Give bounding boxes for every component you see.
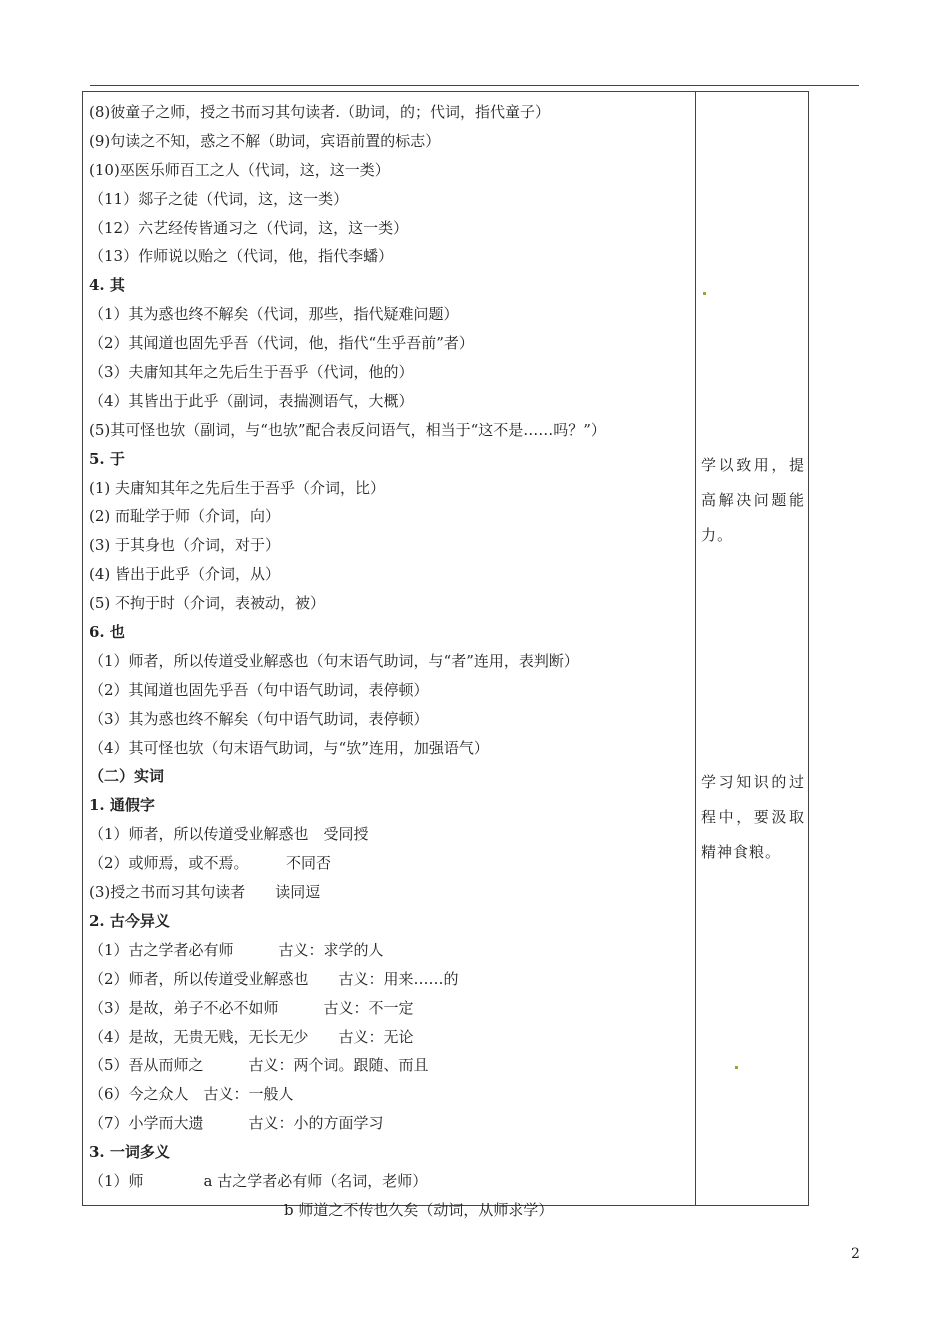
section-heading: 1. 通假字	[89, 796, 155, 815]
text-line: (1) 夫庸知其年之先后生于吾乎（介词，比）	[89, 478, 386, 497]
section-heading: 4. 其	[89, 276, 125, 295]
side-note-2: 学习知识的过程中，要汲取精神食粮。	[701, 773, 805, 861]
text-line: （3）是故，弟子不必不如师 古义：不一定	[89, 998, 414, 1017]
text-line: （1）师者，所以传道受业解惑也 受同授	[89, 825, 369, 844]
text-line: (5)其可怪也欤（副词，与“也欤”配合表反问语气，相当于“这不是……吗？”）	[89, 420, 606, 439]
text-line: （3）夫庸知其年之先后生于吾乎（代词，他的）	[89, 363, 414, 382]
section-heading: 2. 古今异义	[89, 911, 170, 930]
text-line: b 师道之不传也久矣（动词，从师求学）	[89, 1200, 554, 1219]
text-line: （2）或师焉，或不焉。 不同否	[89, 854, 332, 873]
text-line: (5) 不拘于时（介词，表被动，被）	[89, 594, 326, 613]
text-line: （7）小学而大遗 古义：小的方面学习	[89, 1114, 384, 1133]
text-line: （6）今之众人 古义：一般人	[89, 1085, 294, 1104]
text-line: （1）师者，所以传道受业解惑也（句末语气助词，与“者”连用，表判断）	[89, 651, 579, 670]
section-heading: 3. 一词多义	[89, 1143, 170, 1162]
text-line: (2) 而耻学于师（介词，向）	[89, 507, 281, 526]
text-line: （3）其为惑也终不解矣（句中语气助词，表停顿）	[89, 709, 429, 728]
text-line: （11）郯子之徒（代词，这，这一类）	[89, 189, 349, 208]
text-line: (4) 皆出于此乎（介词，从）	[89, 565, 281, 584]
content-table	[82, 91, 809, 1219]
text-line: （1）古之学者必有师 古义：求学的人	[89, 940, 384, 959]
text-line: （5）吾从而师之 古义：两个词。跟随、而且	[89, 1056, 429, 1075]
text-line: （2）其闻道也固先乎吾（句中语气助词，表停顿）	[89, 680, 429, 699]
decorative-dot	[703, 292, 706, 295]
text-line: （4）其皆出于此乎（副词，表揣测语气，大概）	[89, 391, 414, 410]
column-divider	[695, 92, 696, 1205]
main-column	[89, 98, 691, 1225]
text-line: （2）师者，所以传道受业解惑也 古义：用来……的	[89, 969, 459, 988]
text-line: （13）作师说以贻之（代词，他，指代李蟠）	[89, 247, 394, 266]
side-note-1: 学以致用，提高解决问题能力。	[701, 456, 805, 544]
text-line: （1）师 a 古之学者必有师（名词，老师）	[89, 1171, 428, 1190]
text-line: （12）六艺经传皆通习之（代词，这，这一类）	[89, 218, 409, 237]
decorative-dot	[735, 1066, 738, 1069]
page-number: 2	[851, 1246, 860, 1262]
text-line: (9)句读之不知，惑之不解（助词，宾语前置的标志）	[89, 131, 441, 150]
text-line: （2）其闻道也固先乎吾（代词，他，指代“生乎吾前”者）	[89, 334, 474, 353]
header-rule	[90, 85, 859, 86]
text-line: （1）其为惑也终不解矣（代词，那些，指代疑难问题）	[89, 305, 459, 324]
section-heading: 5. 于	[89, 449, 125, 468]
text-line: （4）其可怪也欤（句末语气助词，与“欤”连用，加强语气）	[89, 738, 489, 757]
text-line: （4）是故，无贵无贱，无长无少 古义：无论	[89, 1027, 414, 1046]
section-heading: 6. 也	[89, 623, 125, 642]
text-line: (10)巫医乐师百工之人（代词，这，这一类）	[89, 160, 390, 179]
section-heading: （二）实词	[89, 767, 165, 786]
text-line: (8)彼童子之师，授之书而习其句读者.（助词，的；代词，指代童子）	[89, 103, 551, 121]
text-line: (3)授之书而习其句读者 读同逗	[89, 883, 321, 902]
text-line: (3) 于其身也（介词，对于）	[89, 536, 281, 555]
